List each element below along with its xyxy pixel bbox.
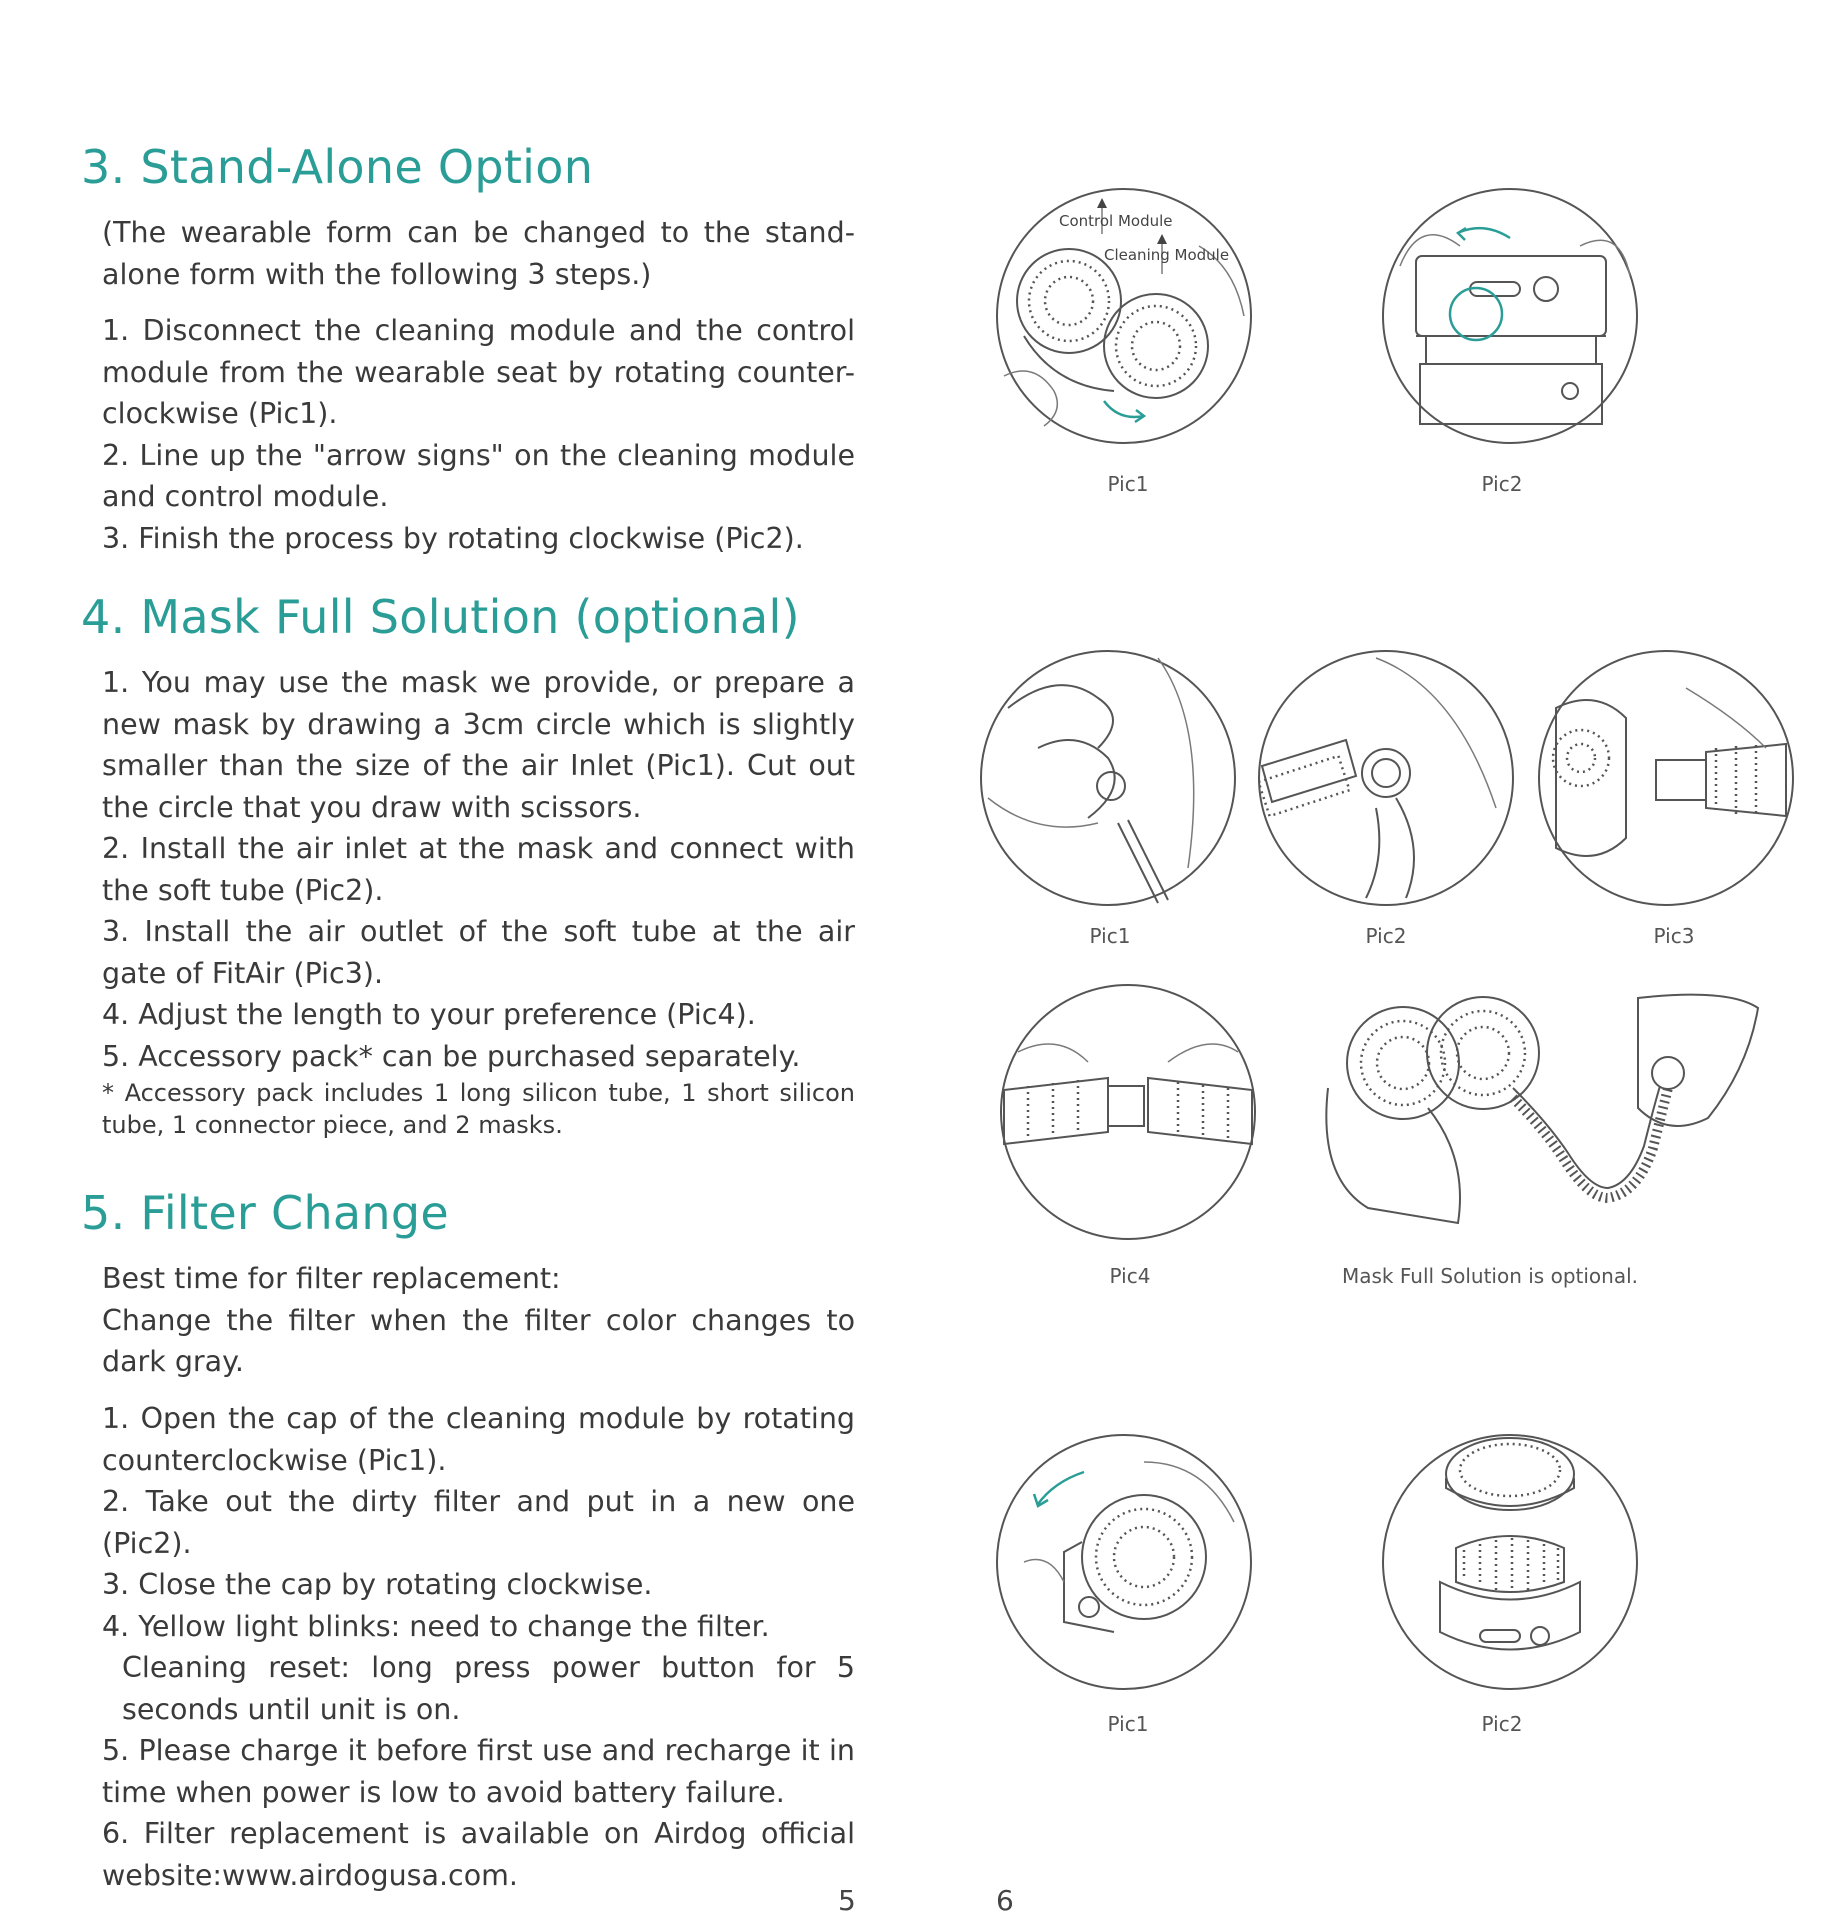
mask-pic4-illustration <box>998 982 1258 1242</box>
mask-pic1-caption: Pic1 <box>1089 924 1131 948</box>
section-title-standalone: 3. Stand-Alone Option <box>81 140 594 194</box>
filter-intro-1: Best time for filter replacement: <box>102 1262 561 1295</box>
standalone-pic2-illustration <box>1380 186 1640 446</box>
filter-pic2-illustration <box>1380 1432 1640 1692</box>
mask-pic2-illustration <box>1256 648 1516 908</box>
standalone-pic1-illustration <box>994 186 1254 446</box>
mask-pic3-illustration <box>1536 648 1796 908</box>
mask-pic1-illustration <box>978 648 1238 908</box>
label-cleaning-module: Cleaning Module <box>1104 246 1230 264</box>
filter-intro-block <box>102 1258 855 1383</box>
section-title-mask: 4. Mask Full Solution (optional) <box>81 590 800 644</box>
page-number-left: 5 <box>838 1884 856 1917</box>
filter-pic2-caption: Pic2 <box>1481 1712 1523 1736</box>
filter-step-2: 2. Take out the dirty filter and put in a new one (Pic2). <box>102 1485 855 1560</box>
label-control-module: Control Module <box>1059 212 1173 230</box>
page-number-right: 6 <box>996 1884 1014 1917</box>
standalone-step-1: 1. Disconnect the cleaning module and the control module from the wearable seat by rotating counter-clockwise (Pic1). <box>102 314 855 430</box>
filter-steps <box>102 1398 855 1896</box>
standalone-pic1-caption: Pic1 <box>1107 472 1149 496</box>
mask-step-4: 4. Adjust the length to your preference (Pic4). <box>102 998 756 1031</box>
standalone-steps <box>102 310 855 559</box>
filter-step-6: 6. Filter replacement is available on Airdog official website:www.airdogusa.com. <box>102 1817 855 1892</box>
mask-steps <box>102 662 855 1141</box>
standalone-intro: (The wearable form can be changed to the stand-alone form with the following 3 steps.) <box>102 216 855 291</box>
filter-pic1-caption: Pic1 <box>1107 1712 1149 1736</box>
mask-pic2-caption: Pic2 <box>1365 924 1407 948</box>
section-title-filter: 5. Filter Change <box>81 1186 449 1240</box>
mask-step-2: 2. Install the air inlet at the mask and connect with the soft tube (Pic2). <box>102 832 855 907</box>
mask-step-1: 1. You may use the mask we provide, or prepare a new mask by drawing a 3cm circle which is slightly smaller than the size of the air Inlet (Pic1). Cut out the circle that you draw with scissors. <box>102 666 855 824</box>
mask-step-5: 5. Accessory pack* can be purchased separately. <box>102 1039 801 1073</box>
mask-footnote: * Accessory pack includes 1 long silicon tube, 1 short silicon tube, 1 connector piece, and 2 masks. <box>102 1079 855 1139</box>
standalone-pic2-caption: Pic2 <box>1481 472 1523 496</box>
filter-reset-note: Cleaning reset: long press power button for 5 seconds until unit is on. <box>122 1651 855 1726</box>
filter-step-3: 3. Close the cap by rotating clockwise. <box>102 1568 653 1601</box>
filter-step-5: 5. Please charge it before first use and recharge it in time when power is low to avoid battery failure. <box>102 1734 855 1809</box>
filter-pic1-illustration <box>994 1432 1254 1692</box>
standalone-step-3: 3. Finish the process by rotating clockwise (Pic2). <box>102 521 804 555</box>
mask-pic3-caption: Pic3 <box>1653 924 1695 948</box>
standalone-intro-block <box>102 212 855 295</box>
filter-step-4: 4. Yellow light blinks: need to change the filter. <box>102 1609 770 1643</box>
mask-step-3: 3. Install the air outlet of the soft tube at the air gate of FitAir (Pic3). <box>102 915 855 990</box>
filter-step-1: 1. Open the cap of the cleaning module by rotating counterclockwise (Pic1). <box>102 1402 855 1477</box>
mask-pic4-caption: Pic4 <box>1109 1264 1151 1288</box>
mask-full-solution-caption: Mask Full Solution is optional. <box>1341 1264 1639 1288</box>
standalone-step-2: 2. Line up the "arrow signs" on the cleaning module and control module. <box>102 438 855 513</box>
filter-intro-2: Change the filter when the filter color changes to dark gray. <box>102 1303 855 1378</box>
mask-full-solution-illustration <box>1308 988 1768 1238</box>
